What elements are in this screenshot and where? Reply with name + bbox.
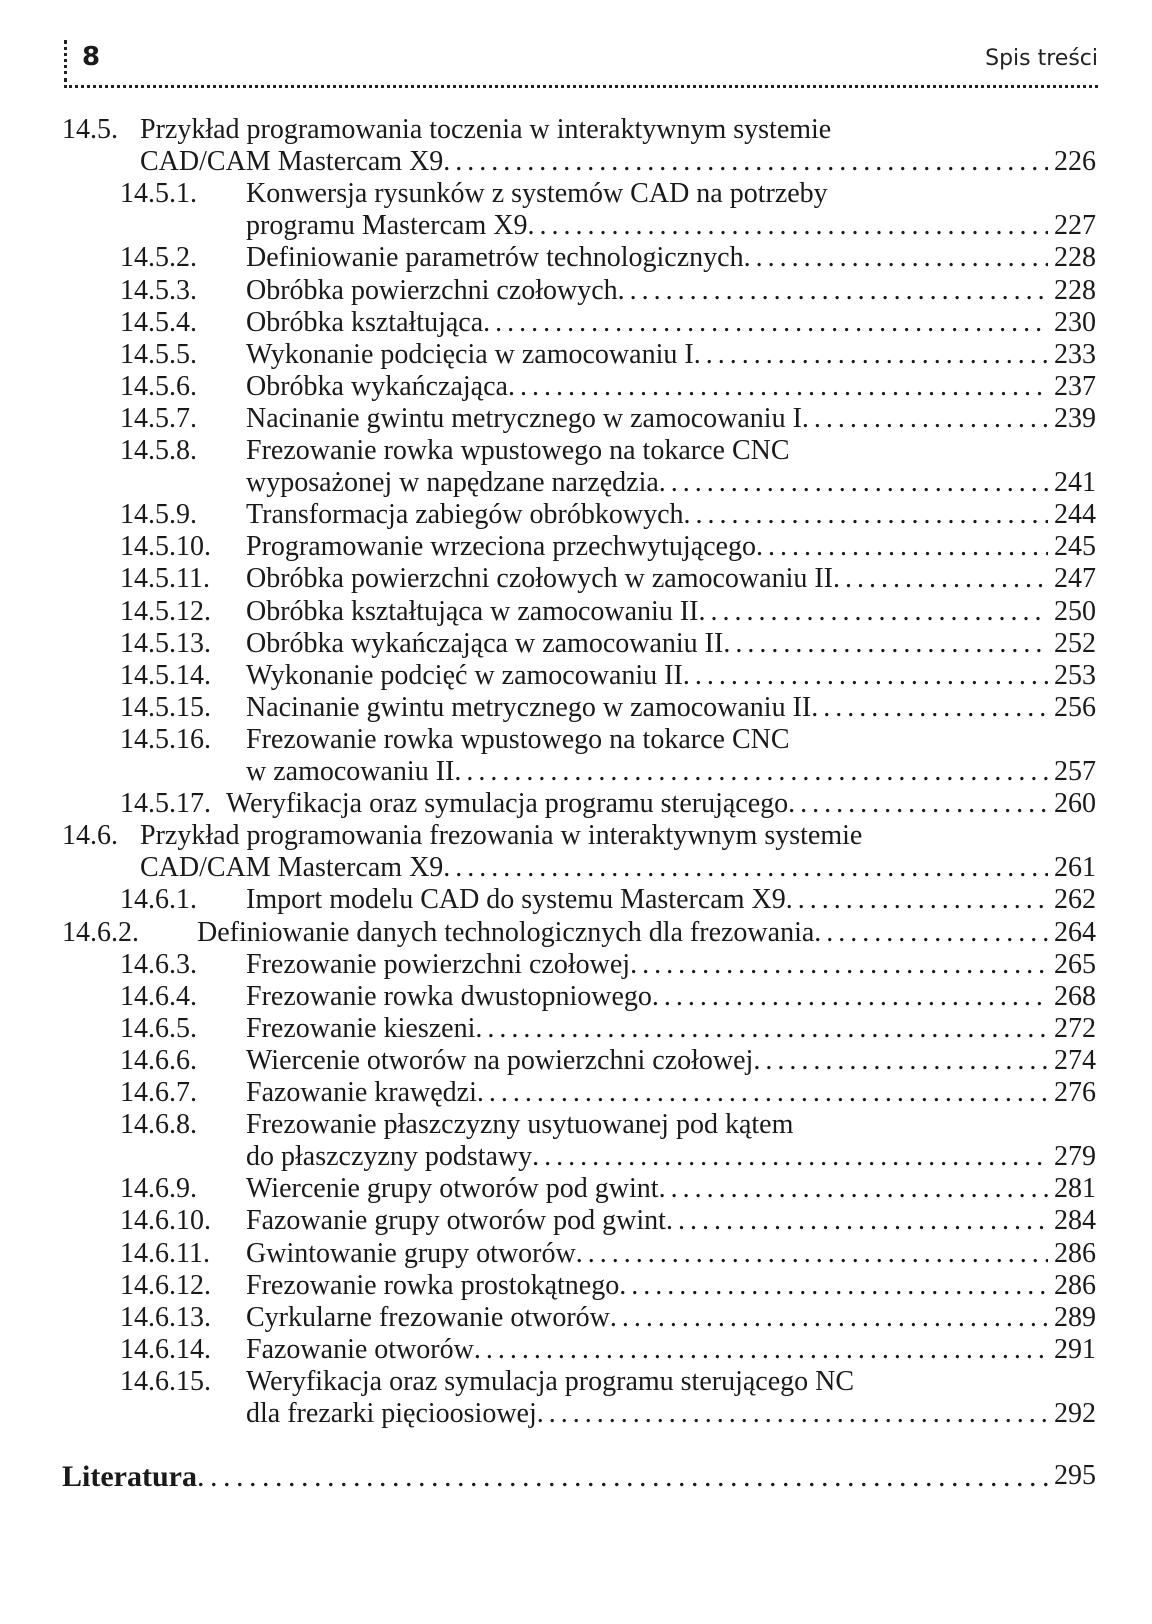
dot-leader [532, 1141, 1048, 1173]
toc-entry-title: Fazowanie grupy otworów pod gwint [246, 1205, 666, 1237]
toc-entry-title: Fazowanie otworów [246, 1333, 474, 1365]
toc-entry-page: 281 [1054, 1173, 1096, 1205]
toc-entry-title: Frezowanie rowka wpustowego na tokarce CNC [246, 723, 790, 755]
dot-leader [537, 1398, 1048, 1430]
dot-leader [753, 1045, 1048, 1077]
running-title: Spis treści [985, 46, 1098, 71]
toc-entry-title: Przykład programowania toczenia w interaktywnym systemie [140, 114, 832, 145]
bibliography-entry[interactable] [0, 1460, 1152, 1494]
toc-entry-page: 292 [1054, 1398, 1096, 1429]
toc-entry-number: 14.5.16. [120, 723, 211, 755]
toc-entry-title: Frezowanie płaszczyzny usytuowanej pod kątem [246, 1109, 794, 1141]
header-divider [64, 85, 1098, 88]
dot-leader [659, 1173, 1048, 1205]
dot-leader [475, 1013, 1048, 1045]
toc-entry-title: Wiercenie otworów na powierzchni czołowej [246, 1044, 754, 1076]
dot-leader [756, 531, 1048, 563]
toc-entry-title: Wykonanie podcięć w zamocowaniu II [246, 659, 683, 691]
toc-entry-number: 14.5.7. [120, 402, 197, 434]
toc-entry-page: 247 [1054, 563, 1096, 595]
toc-entry-number: 14.5.5. [120, 338, 197, 370]
toc-entry-number: 14.5.1. [120, 178, 197, 210]
toc-entry-number: 14.5.10. [120, 531, 211, 563]
toc-entry-number: 14.5.17. [120, 788, 211, 820]
toc-entry-number: 14.6.8. [120, 1109, 197, 1141]
dot-leader [802, 403, 1048, 435]
dot-leader [618, 275, 1048, 307]
toc-entry-number: 14.5.15. [120, 691, 211, 723]
toc-entry-page: 265 [1054, 948, 1096, 980]
toc-entry-number: 14.6.12. [120, 1269, 211, 1301]
dot-leader [659, 467, 1048, 499]
toc-entry-page: 256 [1054, 691, 1096, 723]
toc-entry-page: 233 [1054, 338, 1096, 370]
toc-entry-title: Wykonanie podcięcia w zamocowaniu I [246, 338, 694, 370]
toc-entry-page: 276 [1054, 1077, 1096, 1108]
toc-entry-title: Obróbka powierzchni czołowych w zamocowaniu II [246, 563, 834, 595]
toc-entry-page: 274 [1054, 1044, 1096, 1076]
dot-leader [474, 1334, 1048, 1366]
toc-entry-page: 286 [1054, 1237, 1096, 1269]
toc-entry-title: Gwintowanie grupy otworów [246, 1237, 576, 1269]
toc-entry-title: Obróbka powierzchni czołowych [246, 274, 618, 306]
toc-entry-title: Konwersja rysunków z systemów CAD na potrzeby [246, 178, 828, 210]
toc-entry-number: 14.6.7. [120, 1077, 197, 1108]
toc-entry-number: 14.5.6. [120, 370, 197, 402]
toc-entry-title: Frezowanie kieszeni [246, 1012, 476, 1044]
toc-entry-page: 230 [1054, 306, 1096, 338]
dot-leader [744, 242, 1048, 274]
toc-entry-number: 14.5.12. [120, 595, 211, 627]
toc-entry-title: Nacinanie gwintu metrycznego w zamocowaniu II [246, 691, 812, 723]
toc-entry-page: 279 [1054, 1141, 1096, 1173]
dot-leader [666, 1205, 1048, 1237]
toc-entry-number: 14.6.15. [120, 1365, 211, 1397]
dot-leader [786, 884, 1048, 916]
toc-entry-page: 239 [1054, 402, 1096, 434]
toc-entry-number: 14.5.4. [120, 306, 197, 338]
toc-entry-title: Frezowanie powierzchni czołowej [246, 948, 631, 980]
toc-entry-page: 268 [1054, 980, 1096, 1012]
page-header [62, 34, 1098, 84]
dot-leader [683, 660, 1048, 692]
toc-entry-number: 14.5.9. [120, 499, 197, 531]
toc-entry-number: 14.5.8. [120, 435, 197, 466]
toc-entry-title: Frezowanie rowka wpustowego na tokarce CNC [246, 435, 790, 466]
header-margin-marker [64, 40, 67, 82]
dot-leader [619, 1270, 1048, 1302]
toc-entry-title: Frezowanie rowka dwustopniowego [246, 980, 652, 1012]
toc-entry-number: 14.6.10. [120, 1205, 211, 1237]
toc-entry-page: 257 [1054, 756, 1096, 787]
dot-leader [454, 756, 1048, 788]
toc-entry-title: CAD/CAM Mastercam X9 [140, 852, 444, 884]
toc-entry-number: 14.6.13. [120, 1301, 211, 1333]
toc-entry-page: 286 [1054, 1269, 1096, 1301]
bibliography-label: Literatura [62, 1460, 197, 1494]
toc-entry-title: programu Mastercam X9 [246, 210, 528, 242]
toc-entry-number: 14.5. [62, 114, 118, 145]
toc-entry-title: Fazowanie krawędzi [246, 1077, 477, 1108]
toc-entry-title: Definiowanie danych technologicznych dla frezowania [197, 916, 815, 948]
toc-entry-page: 272 [1054, 1012, 1096, 1044]
toc-entry-page: 284 [1054, 1205, 1096, 1237]
toc-entry-title: Wiercenie grupy otworów pod gwint [246, 1173, 659, 1205]
dot-leader [508, 371, 1048, 403]
toc-entry-title: Przykład programowania frezowania w interaktywnym systemie [140, 820, 863, 852]
toc-entry-title: Frezowanie rowka prostokątnego [246, 1269, 620, 1301]
dot-leader [814, 917, 1048, 949]
toc-entry-number: 14.6.1. [120, 884, 197, 916]
dot-leader [684, 499, 1048, 531]
toc-entry-number: 14.6.3. [120, 948, 197, 980]
page-number: 8 [82, 42, 101, 72]
dot-leader [443, 146, 1048, 178]
dot-leader [811, 692, 1048, 724]
dot-leader [527, 210, 1048, 242]
dot-leader [477, 1077, 1048, 1109]
toc-entry-number: 14.6.9. [120, 1173, 197, 1205]
toc-entry-title: dla frezarki pięcioosiowej [246, 1398, 537, 1429]
dot-leader [630, 949, 1048, 981]
toc-entry-title: Transformacja zabiegów obróbkowych [246, 499, 684, 531]
toc-entry-page: 253 [1054, 659, 1096, 691]
toc-entry-title: Programowanie wrzeciona przechwytującego [246, 531, 756, 563]
toc-entry-page: 237 [1054, 370, 1096, 402]
toc-entry-page: 264 [1054, 916, 1096, 948]
toc-entry-number: 14.6.4. [120, 980, 197, 1012]
dot-leader [723, 628, 1048, 660]
toc-entry-title: Definiowanie parametrów technologicznych [246, 242, 744, 274]
toc-entry-page: 262 [1054, 884, 1096, 916]
toc-entry-title: Import modelu CAD do systemu Mastercam X9 [246, 884, 786, 916]
toc-entry-page: 241 [1054, 467, 1096, 499]
toc-entry-title: Obróbka kształtująca w zamocowaniu II [246, 595, 699, 627]
toc-entry-number: 14.5.2. [120, 242, 197, 274]
dot-leader [197, 1460, 1048, 1494]
toc-entry-title: Obróbka kształtująca [246, 306, 484, 338]
toc-entry-page: 227 [1054, 210, 1096, 242]
toc-entry-page: 252 [1054, 627, 1096, 659]
toc-entry-page: 245 [1054, 531, 1096, 563]
dot-leader [698, 596, 1048, 628]
toc-entry-title: do płaszczyzny podstawy [246, 1141, 533, 1173]
toc-entry-page: 260 [1054, 788, 1096, 820]
toc-entry-page: 228 [1054, 274, 1096, 306]
toc-entry-title: Cyrkularne frezowanie otworów [246, 1301, 610, 1333]
toc-entry-title: Nacinanie gwintu metrycznego w zamocowaniu I [246, 402, 802, 434]
toc-entry-page: 244 [1054, 499, 1096, 531]
toc-entry-page: 228 [1054, 242, 1096, 274]
toc-entry-page: 250 [1054, 595, 1096, 627]
toc-entry-page: 226 [1054, 146, 1096, 178]
dot-leader [443, 852, 1048, 884]
dot-leader [694, 339, 1048, 371]
toc-entry-title: CAD/CAM Mastercam X9 [140, 146, 444, 178]
toc-entry-number: 14.6.6. [120, 1044, 197, 1076]
toc-entry-title: w zamocowaniu II [246, 756, 455, 787]
dot-leader [610, 1302, 1048, 1334]
toc-entry-title: Obróbka wykańczająca [246, 370, 508, 402]
dot-leader [788, 788, 1048, 820]
toc-entry-page: 261 [1054, 852, 1096, 884]
toc-entry-title: wyposażonej w napędzane narzędzia [246, 467, 659, 499]
dot-leader [576, 1238, 1048, 1270]
toc-entry-number: 14.6. [62, 820, 118, 852]
toc-entry-title: Weryfikacja oraz symulacja programu sterującego NC [246, 1365, 855, 1397]
dot-leader [652, 981, 1048, 1013]
dot-leader [833, 563, 1048, 595]
toc-entry-title: Obróbka wykańczająca w zamocowaniu II [246, 627, 724, 659]
toc-entry-title: Weryfikacja oraz symulacja programu sterującego [226, 788, 789, 820]
toc-entry-number: 14.6.14. [120, 1333, 211, 1365]
toc-entry-page: 291 [1054, 1333, 1096, 1365]
toc-entry-number: 14.6.2. [62, 916, 139, 948]
dot-leader [483, 307, 1048, 339]
bibliography-page: 295 [1054, 1460, 1096, 1492]
toc-entry-number: 14.6.5. [120, 1012, 197, 1044]
toc-entry-number: 14.5.11. [120, 563, 210, 595]
toc-entry-number: 14.5.14. [120, 659, 211, 691]
toc-entry-number: 14.5.3. [120, 274, 197, 306]
toc-entry-page: 289 [1054, 1301, 1096, 1333]
toc-entry-number: 14.5.13. [120, 627, 211, 659]
toc-entry-number: 14.6.11. [120, 1237, 210, 1269]
